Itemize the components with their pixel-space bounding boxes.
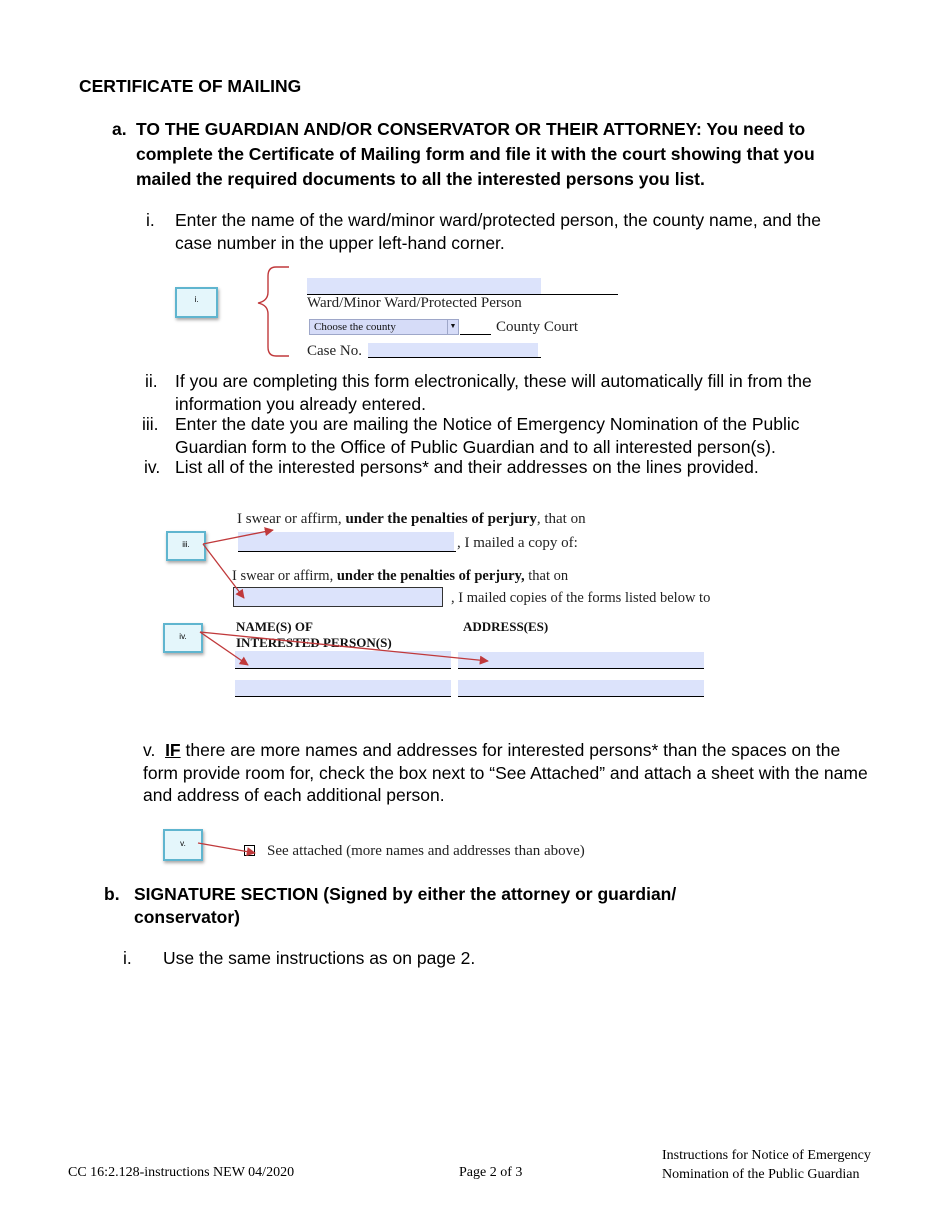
section-b-marker: b. <box>104 884 120 904</box>
chevron-down-icon: ▼ <box>447 320 458 334</box>
step-iv-marker: iv. <box>144 457 161 477</box>
swear-line-1: I swear or affirm, under the penalties of perjury, that on <box>237 511 586 527</box>
section-a-line: complete the Certificate of Mailing form and file it with the court showing that you <box>136 144 815 164</box>
mailed-copies-label: , I mailed copies of the forms listed below to <box>451 590 711 606</box>
callout-v: v. <box>163 829 203 861</box>
county-select-value: Choose the county <box>314 321 396 333</box>
step-i-line: Enter the name of the ward/minor ward/protected person, the county name, and the <box>175 210 821 230</box>
step-iii-line: Guardian form to the Office of Public Guardian and to all interested person(s). <box>175 436 776 457</box>
page-title: CERTIFICATE OF MAILING <box>79 76 302 96</box>
curly-brace-icon <box>258 267 289 356</box>
callout-i: i. <box>175 287 218 318</box>
section-a-line: TO THE GUARDIAN AND/OR CONSERVATOR OR THEIR ATTORNEY: You need to <box>136 119 806 139</box>
see-attached-label: See attached (more names and addresses than above) <box>267 843 585 859</box>
step-v-if-word: IF <box>165 740 181 760</box>
step-v-line: form provide room for, check the box next to “See Attached” and attach a sheet with the name <box>143 762 868 783</box>
arrow-iv-to-name <box>200 632 248 665</box>
names-column-header: NAME(S) OF INTERESTED PERSON(S) <box>236 619 392 650</box>
section-b-line: SIGNATURE SECTION (Signed by either the attorney or guardian/ <box>134 884 677 904</box>
arrow-iii-to-date <box>203 530 273 544</box>
section-b-line: conservator) <box>134 906 241 927</box>
step-v-line: v. IF there are more names and addresses for interested persons* than the spaces on the <box>143 740 841 760</box>
section-a-line: mailed the required documents to all the interested persons you list. <box>136 169 705 189</box>
step-iv-text: List all of the interested persons* and their addresses on the lines provided. <box>175 457 759 477</box>
step-v-line: and address of each additional person. <box>143 785 445 805</box>
section-b-step-i-text: Use the same instructions as on page 2. <box>163 948 476 968</box>
footer-page-number: Page 2 of 3 <box>459 1165 523 1180</box>
case-no-label: Case No. <box>307 343 362 359</box>
step-ii-line: If you are completing this form electronically, these will automatically fill in from the <box>175 371 812 391</box>
footer-form-id: CC 16:2.128-instructions NEW 04/2020 <box>68 1165 295 1180</box>
county-court-label: County Court <box>496 319 579 335</box>
callout-iii: iii. <box>166 531 206 561</box>
section-b-step-i-marker: i. <box>123 948 132 968</box>
callout-iv: iv. <box>163 623 203 653</box>
section-a-marker: a. <box>112 119 127 139</box>
arrow-iv-to-address <box>200 632 488 661</box>
ward-label: Ward/Minor Ward/Protected Person <box>307 295 522 311</box>
step-i-marker: i. <box>146 210 155 230</box>
mailed-copy-label: , I mailed a copy of: <box>457 535 578 551</box>
step-i-line: case number in the upper left-hand corner. <box>175 232 505 253</box>
step-ii-marker: ii. <box>145 371 158 391</box>
step-iii-line: Enter the date you are mailing the Notice of Emergency Nomination of the Public <box>175 414 800 434</box>
footer-title: Instructions for Notice of Emergency Nomination of the Public Guardian <box>662 1148 871 1182</box>
arrow-v-to-checkbox <box>198 843 255 853</box>
step-iii-marker: iii. <box>142 414 159 434</box>
step-ii-line: information you already entered. <box>175 393 426 414</box>
arrow-iii-to-date-2 <box>203 544 244 598</box>
swear-line-2: I swear or affirm, under the penalties of perjury, that on <box>232 568 569 584</box>
address-column-header: ADDRESS(ES) <box>463 619 549 634</box>
step-v-marker: v. <box>143 740 156 760</box>
